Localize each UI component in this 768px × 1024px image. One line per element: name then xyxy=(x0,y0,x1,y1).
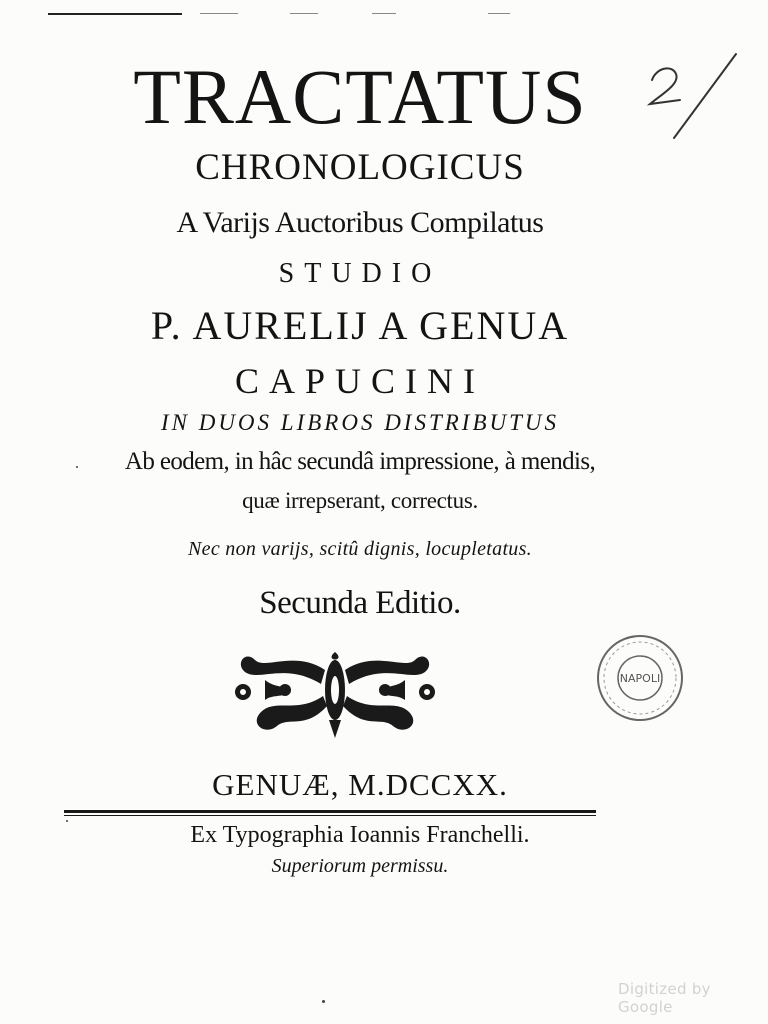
book-title: TRACTATUS xyxy=(133,53,587,140)
author-name: P. AURELIJ A GENUA xyxy=(150,303,570,348)
enrichment-line: Nec non varijs, scitû dignis, locupletatus. xyxy=(188,538,532,560)
top-rule-fragment xyxy=(290,13,318,14)
correction-line-1: Ab eodem, in hâc secundâ impressione, à mendis, xyxy=(124,448,596,475)
digitizer-watermark: Digitized by Google xyxy=(618,980,711,1016)
top-rule-fragment xyxy=(200,13,238,14)
ink-speck xyxy=(76,466,78,468)
imprint-place-date: GENUÆ, M.DCCXX. xyxy=(212,767,508,802)
ink-speck xyxy=(66,820,68,822)
studio-line: STUDIO xyxy=(278,258,442,289)
imprint-rule xyxy=(64,810,596,813)
ink-speck xyxy=(322,1000,325,1003)
printers-ornament xyxy=(225,640,445,740)
edition-line: Secunda Editio. xyxy=(259,585,461,621)
book-subtitle: CHRONOLOGICUS xyxy=(195,147,525,188)
stamp-label: NAPOLI xyxy=(619,672,661,685)
top-rule-fragment xyxy=(372,13,396,14)
compilation-line: A Varijs Auctoribus Compilatus xyxy=(176,206,544,239)
correction-line-2: quæ irrepserant, correctus. xyxy=(242,488,478,513)
library-stamp xyxy=(594,632,686,724)
top-rule-fragment xyxy=(488,13,510,14)
permission-line: Superiorum permissu. xyxy=(271,855,449,877)
distribution-line: IN DUOS LIBROS DISTRIBUTUS xyxy=(160,410,560,435)
imprint-rule-thin xyxy=(64,815,596,816)
top-rule xyxy=(48,13,182,15)
printer-line: Ex Typographia Ioannis Franchelli. xyxy=(190,822,530,848)
religious-order: CAPUCINI xyxy=(234,361,485,401)
